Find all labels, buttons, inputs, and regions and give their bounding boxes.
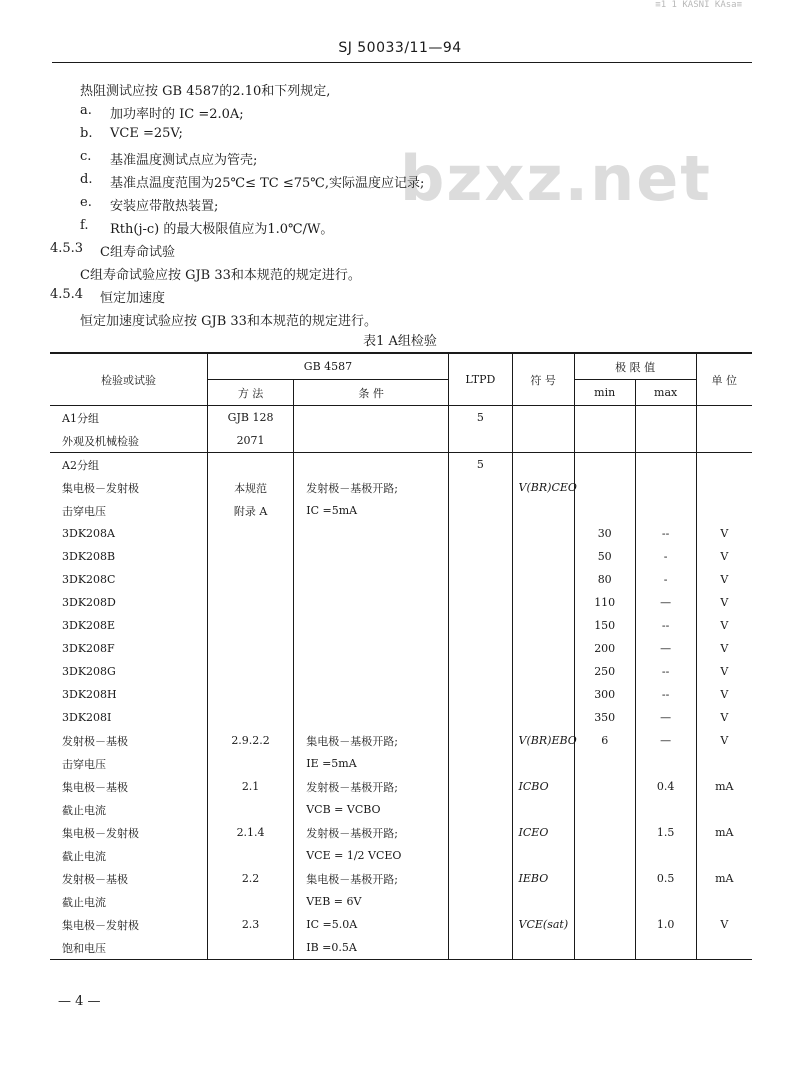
cell-unit: V	[720, 527, 729, 540]
cell-min	[574, 406, 635, 430]
cell-unit	[696, 798, 752, 821]
item-a-text: 加功率时的 IC =2.0A;	[110, 107, 244, 122]
cell-method: 2.3	[207, 913, 293, 936]
table-row	[50, 499, 752, 522]
col-header-min: min	[574, 380, 635, 406]
cell-condition: 发射极－基极开路;	[294, 476, 449, 499]
cell-max	[635, 890, 696, 913]
item-c-text: 基准温度测试点应为管壳;	[110, 153, 258, 168]
col-header-ltpd: LTPD	[449, 353, 512, 406]
cell-test: 截止电流	[50, 798, 207, 821]
cell-method: 2071	[207, 429, 293, 453]
watermark: bzxz.net	[400, 142, 712, 215]
cell-method	[207, 522, 293, 545]
item-a-label: a.	[80, 103, 92, 118]
cell-method: 2.1.4	[207, 821, 293, 844]
cell-method	[207, 660, 293, 683]
cell-unit	[696, 890, 752, 913]
standard-header: SJ 50033/11—94	[338, 40, 462, 56]
cell-symbol	[512, 660, 574, 683]
cell-symbol	[512, 591, 574, 614]
cell-symbol: ICBO	[512, 775, 574, 798]
cell-method	[207, 890, 293, 913]
cell-symbol	[512, 890, 574, 913]
cell-min	[574, 476, 635, 499]
cell-symbol: V(BR)EBO	[512, 729, 574, 752]
cell-unit: V	[720, 550, 729, 563]
cell-unit: V	[720, 619, 729, 632]
cell-unit	[696, 406, 752, 430]
section-4-5-3-title: C组寿命试验	[100, 245, 175, 260]
cell-min: 300	[574, 683, 635, 706]
cell-symbol: V(BR)CEO	[512, 476, 574, 499]
cell-test: 截止电流	[50, 844, 207, 867]
cell-max: --	[635, 614, 696, 637]
cell-min: 110	[574, 591, 635, 614]
cell-method: 附录 A	[207, 499, 293, 522]
table-body	[50, 406, 752, 960]
cell-condition: 集电极－基极开路;	[294, 729, 449, 752]
cell-min	[574, 844, 635, 867]
table-row	[50, 752, 752, 775]
cell-max	[635, 429, 696, 453]
cell-method	[207, 752, 293, 775]
item-c-label: c.	[80, 149, 92, 164]
cell-unit: mA	[715, 780, 734, 793]
table-row	[50, 936, 752, 960]
cell-condition: IC =5.0A	[294, 913, 449, 936]
cell-unit: V	[720, 688, 729, 701]
table-caption: 表1 A组检验	[363, 334, 437, 349]
cell-method	[207, 798, 293, 821]
cell-method	[207, 844, 293, 867]
header-rule	[52, 62, 752, 63]
cell-max: 0.5	[635, 867, 696, 890]
item-e-text: 安装应带散热装置;	[110, 199, 219, 214]
cell-condition	[294, 591, 449, 614]
cell-test: 3DK208G	[50, 660, 207, 683]
table-row	[50, 913, 752, 936]
cell-symbol	[512, 683, 574, 706]
cell-min	[574, 429, 635, 453]
cell-max	[635, 798, 696, 821]
cell-condition: VEB = 6V	[294, 890, 449, 913]
cell-min	[574, 798, 635, 821]
cell-condition	[294, 522, 449, 545]
cell-unit	[696, 476, 752, 499]
cell-ltpd: 5	[449, 453, 512, 477]
table-row	[50, 660, 752, 683]
cell-max: —	[635, 591, 696, 614]
cell-min	[574, 752, 635, 775]
table-row	[50, 591, 752, 614]
cell-min	[574, 890, 635, 913]
table-row	[50, 683, 752, 706]
cell-min: 50	[574, 545, 635, 568]
cell-symbol	[512, 568, 574, 591]
cell-test: 3DK208H	[50, 683, 207, 706]
cell-unit: mA	[715, 872, 734, 885]
cell-test: 击穿电压	[50, 499, 207, 522]
cell-test: 外观及机械检验	[50, 429, 207, 453]
cell-ltpd	[449, 706, 512, 729]
item-f-text: Rth(j-c) 的最大极限值应为1.0℃/W。	[110, 222, 334, 237]
cell-condition	[294, 568, 449, 591]
cell-max: -	[635, 545, 696, 568]
col-header-test: 检验或试验	[50, 353, 207, 406]
cell-test: A1分组	[50, 406, 207, 430]
cell-min	[574, 453, 635, 477]
corner-mark: ≡1 1 KASNI KAsa≡	[655, 0, 742, 10]
table-row	[50, 637, 752, 660]
cell-test: 3DK208E	[50, 614, 207, 637]
section-4-5-3-text: C组寿命试验应按 GJB 33和本规范的规定进行。	[80, 268, 361, 283]
cell-symbol	[512, 545, 574, 568]
cell-min: 350	[574, 706, 635, 729]
cell-ltpd	[449, 890, 512, 913]
cell-ltpd	[449, 568, 512, 591]
table-row	[50, 890, 752, 913]
cell-max	[635, 752, 696, 775]
cell-symbol	[512, 936, 574, 960]
cell-test: 饱和电压	[50, 936, 207, 960]
cell-min: 250	[574, 660, 635, 683]
cell-min: 200	[574, 637, 635, 660]
cell-test: A2分组	[50, 453, 207, 477]
cell-test: 发射极－基极	[50, 729, 207, 752]
cell-unit	[696, 429, 752, 453]
cell-max: 0.4	[635, 775, 696, 798]
item-d-text: 基准点温度范围为25℃≤ TC ≤75℃,实际温度应记录;	[110, 176, 425, 191]
cell-unit	[696, 453, 752, 477]
cell-max: --	[635, 660, 696, 683]
cell-condition: VCB = VCBO	[294, 798, 449, 821]
cell-min	[574, 936, 635, 960]
col-header-limits: 极 限 值	[574, 353, 696, 380]
cell-condition: IC =5mA	[294, 499, 449, 522]
cell-max: -	[635, 568, 696, 591]
cell-test: 3DK208I	[50, 706, 207, 729]
item-f-label: f.	[80, 218, 89, 233]
cell-symbol	[512, 406, 574, 430]
cell-method: 本规范	[207, 476, 293, 499]
col-header-symbol: 符 号	[512, 353, 574, 406]
col-header-method: 方 法	[207, 380, 293, 406]
cell-symbol	[512, 522, 574, 545]
cell-max: 1.0	[635, 913, 696, 936]
cell-unit	[696, 499, 752, 522]
cell-unit: mA	[715, 826, 734, 839]
cell-ltpd	[449, 729, 512, 752]
cell-min: 6	[574, 729, 635, 752]
cell-test: 3DK208F	[50, 637, 207, 660]
cell-unit	[696, 752, 752, 775]
cell-min	[574, 867, 635, 890]
item-b-text: VCE =25V;	[110, 126, 183, 141]
item-e-label: e.	[80, 195, 92, 210]
table-row	[50, 568, 752, 591]
cell-ltpd	[449, 660, 512, 683]
cell-ltpd	[449, 775, 512, 798]
cell-test: 3DK208A	[50, 522, 207, 545]
table-row	[50, 614, 752, 637]
cell-symbol	[512, 706, 574, 729]
table-row	[50, 729, 752, 752]
cell-ltpd	[449, 867, 512, 890]
cell-test: 集电极－发射极	[50, 913, 207, 936]
section-4-5-4-number: 4.5.4	[50, 287, 84, 302]
cell-unit	[696, 936, 752, 960]
table-row	[50, 406, 752, 430]
cell-ltpd	[449, 752, 512, 775]
cell-ltpd	[449, 637, 512, 660]
cell-ltpd	[449, 614, 512, 637]
cell-method	[207, 706, 293, 729]
table-row	[50, 867, 752, 890]
cell-method	[207, 614, 293, 637]
cell-method	[207, 936, 293, 960]
page-number: — 4 —	[58, 994, 101, 1009]
cell-ltpd	[449, 936, 512, 960]
col-header-unit: 单 位	[696, 353, 752, 406]
col-header-gb4587: GB 4587	[207, 353, 448, 380]
cell-max: —	[635, 637, 696, 660]
table-row	[50, 429, 752, 453]
cell-method: 2.1	[207, 775, 293, 798]
cell-symbol	[512, 453, 574, 477]
section-4-5-4-title: 恒定加速度	[100, 291, 166, 306]
cell-max: —	[635, 729, 696, 752]
cell-condition	[294, 683, 449, 706]
table-row	[50, 706, 752, 729]
cell-method	[207, 683, 293, 706]
cell-max	[635, 936, 696, 960]
cell-test: 截止电流	[50, 890, 207, 913]
cell-condition: IB =0.5A	[294, 936, 449, 960]
cell-ltpd	[449, 821, 512, 844]
table-row	[50, 476, 752, 499]
section-4-5-3-number: 4.5.3	[50, 241, 84, 256]
cell-test: 集电极－基极	[50, 775, 207, 798]
table-row	[50, 522, 752, 545]
cell-test: 击穿电压	[50, 752, 207, 775]
cell-ltpd: 5	[449, 406, 512, 430]
cell-min: 80	[574, 568, 635, 591]
cell-max	[635, 844, 696, 867]
cell-ltpd	[449, 798, 512, 821]
cell-test: 3DK208C	[50, 568, 207, 591]
cell-test: 3DK208B	[50, 545, 207, 568]
cell-unit: V	[720, 711, 729, 724]
cell-method	[207, 453, 293, 477]
cell-symbol	[512, 614, 574, 637]
item-d-label: d.	[80, 172, 93, 187]
cell-symbol: ICEO	[512, 821, 574, 844]
cell-unit: V	[720, 573, 729, 586]
cell-min	[574, 775, 635, 798]
cell-symbol	[512, 637, 574, 660]
table-row	[50, 844, 752, 867]
cell-max	[635, 499, 696, 522]
table-row	[50, 798, 752, 821]
cell-ltpd	[449, 429, 512, 453]
cell-condition	[294, 660, 449, 683]
cell-symbol	[512, 752, 574, 775]
cell-unit: V	[720, 665, 729, 678]
cell-unit: V	[720, 734, 729, 747]
table-row	[50, 775, 752, 798]
cell-ltpd	[449, 476, 512, 499]
cell-symbol	[512, 499, 574, 522]
cell-method	[207, 545, 293, 568]
cell-max	[635, 406, 696, 430]
table-row	[50, 821, 752, 844]
cell-condition	[294, 637, 449, 660]
cell-condition	[294, 453, 449, 477]
cell-test: 集电极－发射极	[50, 476, 207, 499]
cell-unit: V	[720, 918, 729, 931]
cell-symbol	[512, 429, 574, 453]
cell-method	[207, 591, 293, 614]
cell-symbol	[512, 844, 574, 867]
cell-ltpd	[449, 844, 512, 867]
cell-min	[574, 913, 635, 936]
col-header-condition: 条 件	[294, 380, 449, 406]
cell-test: 发射极－基极	[50, 867, 207, 890]
cell-symbol	[512, 798, 574, 821]
cell-ltpd	[449, 545, 512, 568]
cell-method	[207, 568, 293, 591]
cell-ltpd	[449, 683, 512, 706]
cell-min	[574, 499, 635, 522]
cell-max: —	[635, 706, 696, 729]
cell-test: 3DK208D	[50, 591, 207, 614]
cell-condition: 发射极－基极开路;	[294, 821, 449, 844]
cell-max: 1.5	[635, 821, 696, 844]
cell-symbol: VCE(sat)	[512, 913, 574, 936]
intro-paragraph: 热阻测试应按 GB 4587的2.10和下列规定,	[80, 84, 331, 99]
cell-symbol: IEBO	[512, 867, 574, 890]
cell-min	[574, 821, 635, 844]
cell-condition	[294, 406, 449, 430]
cell-condition: IE =5mA	[294, 752, 449, 775]
cell-method: GJB 128	[207, 406, 293, 430]
cell-method	[207, 637, 293, 660]
col-header-max: max	[635, 380, 696, 406]
cell-condition	[294, 614, 449, 637]
cell-max	[635, 476, 696, 499]
cell-unit	[696, 844, 752, 867]
item-b-label: b.	[80, 126, 93, 141]
cell-max: --	[635, 522, 696, 545]
cell-condition: 集电极－基极开路;	[294, 867, 449, 890]
cell-unit: V	[720, 596, 729, 609]
group-a-inspection-table	[50, 352, 752, 960]
cell-condition: VCE = 1/2 VCEO	[294, 844, 449, 867]
cell-method: 2.2	[207, 867, 293, 890]
cell-condition	[294, 429, 449, 453]
cell-min: 150	[574, 614, 635, 637]
cell-ltpd	[449, 522, 512, 545]
cell-max: --	[635, 683, 696, 706]
table-row	[50, 453, 752, 477]
cell-ltpd	[449, 591, 512, 614]
table-row	[50, 545, 752, 568]
cell-ltpd	[449, 913, 512, 936]
cell-method: 2.9.2.2	[207, 729, 293, 752]
cell-min: 30	[574, 522, 635, 545]
cell-unit: V	[720, 642, 729, 655]
cell-ltpd	[449, 499, 512, 522]
cell-max	[635, 453, 696, 477]
cell-test: 集电极－发射极	[50, 821, 207, 844]
cell-condition	[294, 706, 449, 729]
cell-condition	[294, 545, 449, 568]
cell-condition: 发射极－基极开路;	[294, 775, 449, 798]
section-4-5-4-text: 恒定加速度试验应按 GJB 33和本规范的规定进行。	[80, 314, 377, 329]
